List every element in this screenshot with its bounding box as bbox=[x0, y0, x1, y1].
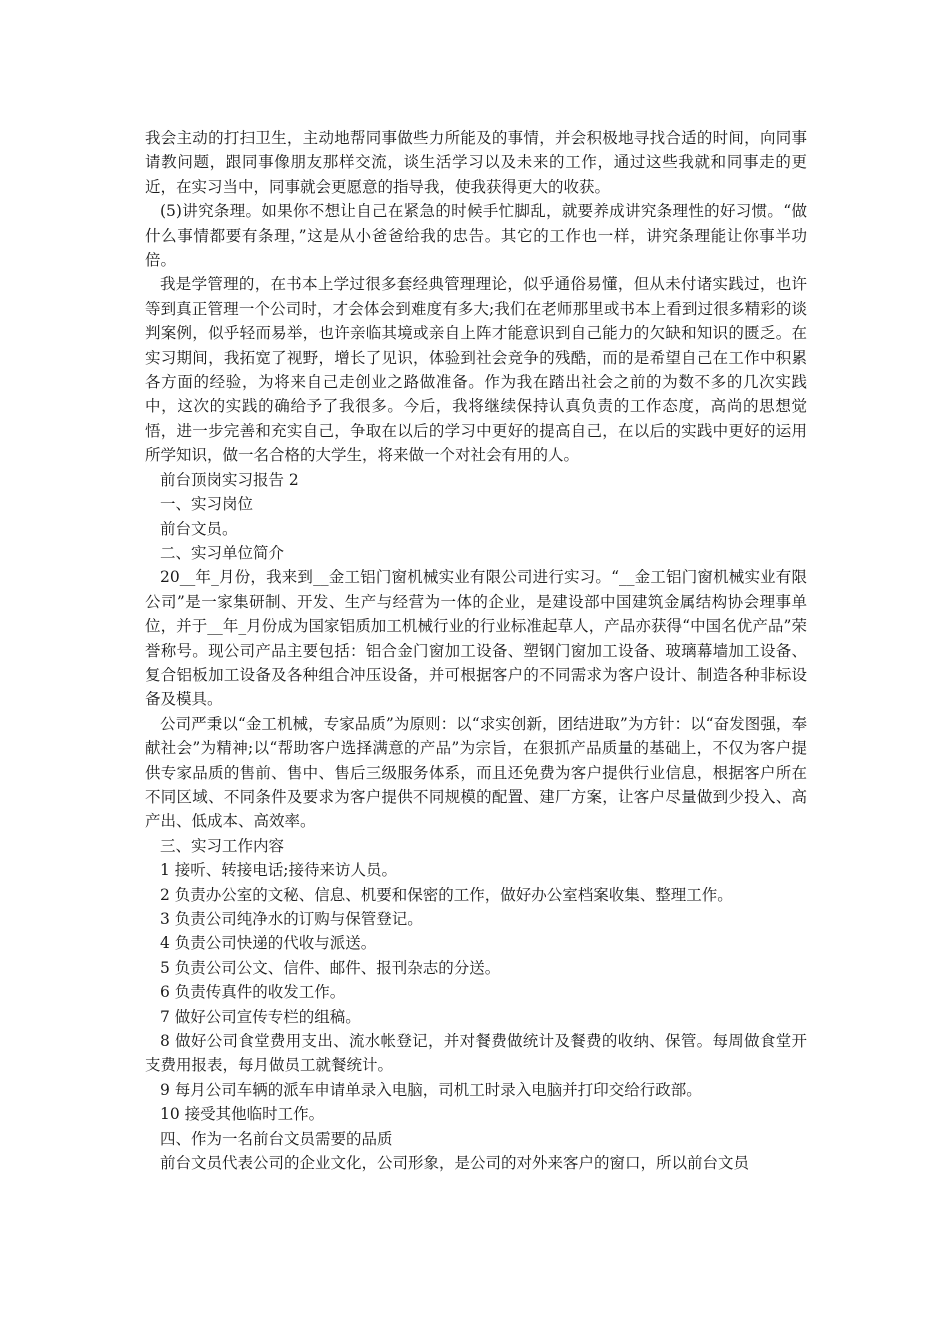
section-heading: 四、作为一名前台文员需要的品质 bbox=[160, 1129, 393, 1148]
section-title: 前台顶岗实习报告 2 bbox=[160, 470, 299, 489]
document-body bbox=[145, 126, 807, 1175]
section-heading: 一、实习岗位 bbox=[160, 495, 254, 514]
paragraph: 我是学管理的，在书本上学过很多套经典管理理论，似乎通俗易懂，但从未付诸实践过，也许等到真正管理一个公司时，才会体会到难度有多大;我们在老师那里或书本上看到过很多精彩的谈判案例，似乎轻而易举，也许亲临其境或亲自上阵才能意识到自己能力的欠缺和知识的匮乏。在实习期间，我拓宽了视野，增长了见识，体验到社会竞争的残酷，而的是希望自己在工作中积累各方面的经验，为将来自己走创业之路做准备。作为我在踏出社会之前的为数不多的几次实践中，这次的实践的确给予了我很多。今后，我将继续保持认真负责的工作态度，高尚的思想觉悟，进一步完善和充实自己，争取在以后的学习中更好的提高自己，在以后的实践中更好的运用所学知识，做一名合格的大学生，将来做一个对社会有用的人。 bbox=[145, 275, 807, 465]
list-item: 1 接听、转接电话;接待来访人员。 bbox=[160, 861, 398, 880]
list-item: 10 接受其他临时工作。 bbox=[160, 1105, 325, 1124]
list-item: 9 每月公司车辆的派车申请单录入电脑，司机工时录入电脑并打印交给行政部。 bbox=[160, 1080, 702, 1099]
list-item: 5 负责公司公文、信件、邮件、报刊杂志的分送。 bbox=[160, 958, 501, 977]
list-item: 6 负责传真件的收发工作。 bbox=[160, 983, 346, 1002]
list-item: 4 负责公司快递的代收与派送。 bbox=[160, 934, 377, 953]
list-item: 7 做好公司宣传专栏的组稿。 bbox=[160, 1007, 361, 1026]
list-item: 8 做好公司食堂费用支出、流水帐登记，并对餐费做统计及餐费的收纳、保管。每周做食堂开支费用报表，每月做员工就餐统计。 bbox=[145, 1032, 807, 1075]
paragraph: 前台文员。 bbox=[160, 519, 238, 538]
list-item: 3 负责公司纯净水的订购与保管登记。 bbox=[160, 910, 423, 928]
section-heading: 三、实习工作内容 bbox=[160, 836, 285, 855]
paragraph: 前台文员代表公司的企业文化，公司形象，是公司的对外来客户的窗口，所以前台文员 bbox=[160, 1154, 750, 1173]
paragraph: (5)讲究条理。如果你不想让自己在紧急的时候手忙脚乱，就要养成讲究条理性的好习惯。“做什么事情都要有条理，”这是从小爸爸给我的忠告。其它的工作也一样，讲究条理能让你事半功倍。 bbox=[145, 202, 807, 270]
paragraph: 我会主动的打扫卫生，主动地帮同事做些力所能及的事情，并会积极地寻找合适的时间，向同事请教问题，跟同事像朋友那样交流，谈生活学习以及未来的工作，通过这些我就和同事走的更近，在实习当中，同事就会更愿意的指导我，使我获得更大的收获。 bbox=[145, 129, 807, 196]
paragraph: 公司严秉以“金工机械，专家品质”为原则：以“求实创新，团结进取”为方针：以“奋发图强，奉献社会”为精神;以“帮助客户选择满意的产品”为宗旨，在狠抓产品质量的基础上，不仅为客户提供专家品质的售前、售中、售后三级服务体系，而且还免费为客户提供行业信息，根据客户所在不同区域、不同条件及要求为客户提供不同规模的配置、建厂方案，让客户尽量做到少投入、高产出、低成本、高效率。 bbox=[145, 714, 807, 831]
list-item: 2 负责办公室的文秘、信息、机要和保密的工作，做好办公室档案收集、整理工作。 bbox=[160, 885, 733, 904]
section-heading: 二、实习单位简介 bbox=[160, 543, 285, 562]
paragraph: 20__年_月份，我来到__金工铝门窗机械实业有限公司进行实习。“__金工铝门窗机械实业有限公司”是一家集研制、开发、生产与经营为一体的企业，是建设部中国建筑金属结构协会理事单位，并于__年_月份成为国家铝质加工机械行业的行业标准起草人，产品亦获得“中国名优产品”荣誉称号。现公司产品主要包括：铝合金门窗加工设备、塑钢门窗加工设备、玻璃幕墙加工设备、复合铝板加工设备及各种组合冲压设备，并可根据客户的不同需求为客户设计、制造各种非标设备及模具。 bbox=[145, 568, 807, 709]
